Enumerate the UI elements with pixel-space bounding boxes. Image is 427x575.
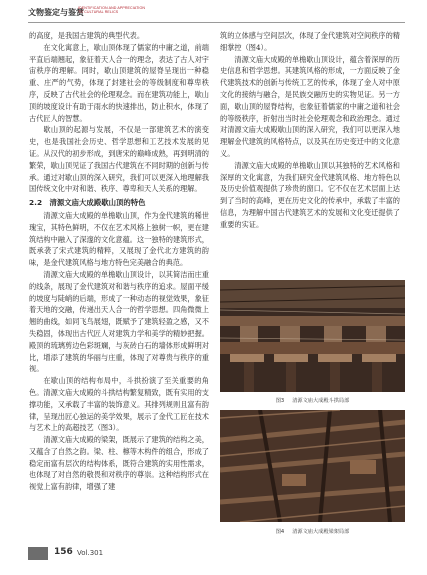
paragraph: 的高度，是我国古建筑的典型代表。 xyxy=(29,31,145,40)
paragraph: 清源文庙大成殿的单檐歇山顶，作为金代建筑的稀世瑰宝，其特色鲜明，不仅在艺术风格上独树一帜，更在建筑结构中融入了深邃的文化意蕴。这一独特的建筑形式，既承袭了宋式建筑的精粹，又展现了金代北方建筑的韵味，是金代建筑风格与地方特色完美融合的典范。 xyxy=(29,210,209,268)
journal-title: 文物鉴定与鉴赏 xyxy=(28,8,84,17)
journal-header xyxy=(0,0,427,26)
figure-3-caption xyxy=(220,397,405,404)
journal-english-line-1: IDENTIFICATION AND APPRECIATION xyxy=(78,6,146,10)
paragraph: 在歇山顶的结构布局中，斗拱扮演了至关重要的角色。清源文庙大成殿的斗拱结构繁复精致，既有实用的支撑功能，又承载了丰富的装饰意义。其排列规则且富有韵律，呈现出匠心独运的美学效果，展示了金代工匠在技术与艺术上的高超技艺（图3）。 xyxy=(29,376,209,433)
figure-number: 图4 xyxy=(275,529,285,535)
figure-3-photo xyxy=(220,280,405,392)
page-footer xyxy=(28,547,408,561)
paragraph: 在文化寓意上，歇山顶体现了儒家的中庸之道，前端平直后端翘起，象征着天人合一的理念，表达了古人对宇宙秩序的理解。同时，歇山顶建筑的屋脊呈现出一种稳重、庄严的气势，体现了封建社会的等级制度和尊卑秩序，反映了古代社会的伦理观念。而在建筑功能上，歇山顶的坡度设计有助于雨水的快速排出，防止积水，体现了古代匠人的智慧。 xyxy=(29,42,209,123)
left-column xyxy=(29,30,209,493)
header-divider xyxy=(28,22,405,23)
paragraph: 清源文庙大成殿的单檐歇山顶设计，蕴含着深厚的历史信息和哲学思想。其建筑风格的形成，一方面反映了金代建筑技术的创新与传统工艺的传承，体现了金人对中原文化的接纳与融合，是民族交融历史的实物见证。另一方面，歇山顶的屋脊结构，也象征着儒家的中庸之道和社会的等级秩序，折射出当时社会伦理观念和政治理念。通过对清源文庙大成殿歇山顶的深入研究，我们可以更深入地理解金代建筑的风格特点，以及其在历史变迁中的文化意义。 xyxy=(220,54,400,158)
paragraph: 清源文庙大成殿的单檐歇山顶以其独特的艺术风格和深厚的文化寓意，为我们研究金代建筑风格、地方特色以及历史价值观提供了珍贵的窗口。它不仅在艺术层面上达到了当时的高峰，更在历史文化的传承中，承载了丰富的信息，为理解中国古代建筑艺术的发展和文化变迁提供了重要的实证。 xyxy=(220,160,400,229)
journal-english-title xyxy=(78,6,145,15)
paragraph: 筑的立体感与空间层次，体现了金代建筑对空间秩序的精细掌控（图4）。 xyxy=(220,31,400,52)
figure-4-photo xyxy=(220,410,405,522)
page-number: 156 xyxy=(54,547,73,557)
footer-marker xyxy=(28,547,48,560)
figure-caption-text: 清源文庙大成殿梁架局部 xyxy=(292,529,350,535)
paragraph: 歇山顶的起源与发展，不仅是一部建筑艺术的演变史，也是我国社会历史、哲学思想和工艺技术发展的见证。从汉代的初步形成，到唐宋的巅峰成熟，再到明清的繁荣，歇山顶见证了我国古代建筑在不同时期的创新与传承。通过对歇山顶的深入研究，我们可以更深入地理解我国传统文化中对和谐、秩序、尊卑和天人关系的理解。 xyxy=(29,125,209,194)
figure-4-caption xyxy=(220,528,405,535)
volume-number: Vol.301 xyxy=(77,549,104,557)
figure-number: 图3 xyxy=(275,398,285,404)
figure-caption-text: 清源文庙大成殿斗拱局部 xyxy=(292,398,350,404)
right-column xyxy=(220,30,400,231)
journal-english-line-2: TO CULTURAL RELICS xyxy=(78,10,119,15)
section-heading: 2.2 清源文庙大成殿歇山顶的特色 xyxy=(29,198,146,208)
paragraph: 清源文庙大成殿的单檐歇山顶设计，以其简洁而庄重的线条，展现了金代建筑对和谐与秩序的追求。屋面平缓的坡度与陡峭的后端，形成了一种动态的视觉效果，象征着天地的交融，传递出天人合一的哲学思想。四角微微上翘的曲线，如同飞鸟展翅，既赋予了建筑轻盈之感，又不失稳固，体现出古代匠人对建筑力学和美学的精妙把握。殿顶的琉璃剪边色彩斑斓，与灰砖白石的墙体形成鲜明对比，增添了建筑的华丽与庄重，体现了对尊贵与秩序的重视。 xyxy=(29,269,209,374)
beam-frame-photo-illustration xyxy=(220,410,405,522)
paragraph: 清源文庙大成殿的梁架，既展示了建筑的结构之美，又蕴含了自然之韵。梁、柱、檩等木构件的组合，形成了稳定而富有层次的结构体系，既符合建筑的实用性需求，也体现了对自然的敬畏和对秩序的尊崇。这种结构形式在视觉上富有韵律，增强了建 xyxy=(29,435,209,492)
dougong-photo-illustration xyxy=(220,280,405,392)
